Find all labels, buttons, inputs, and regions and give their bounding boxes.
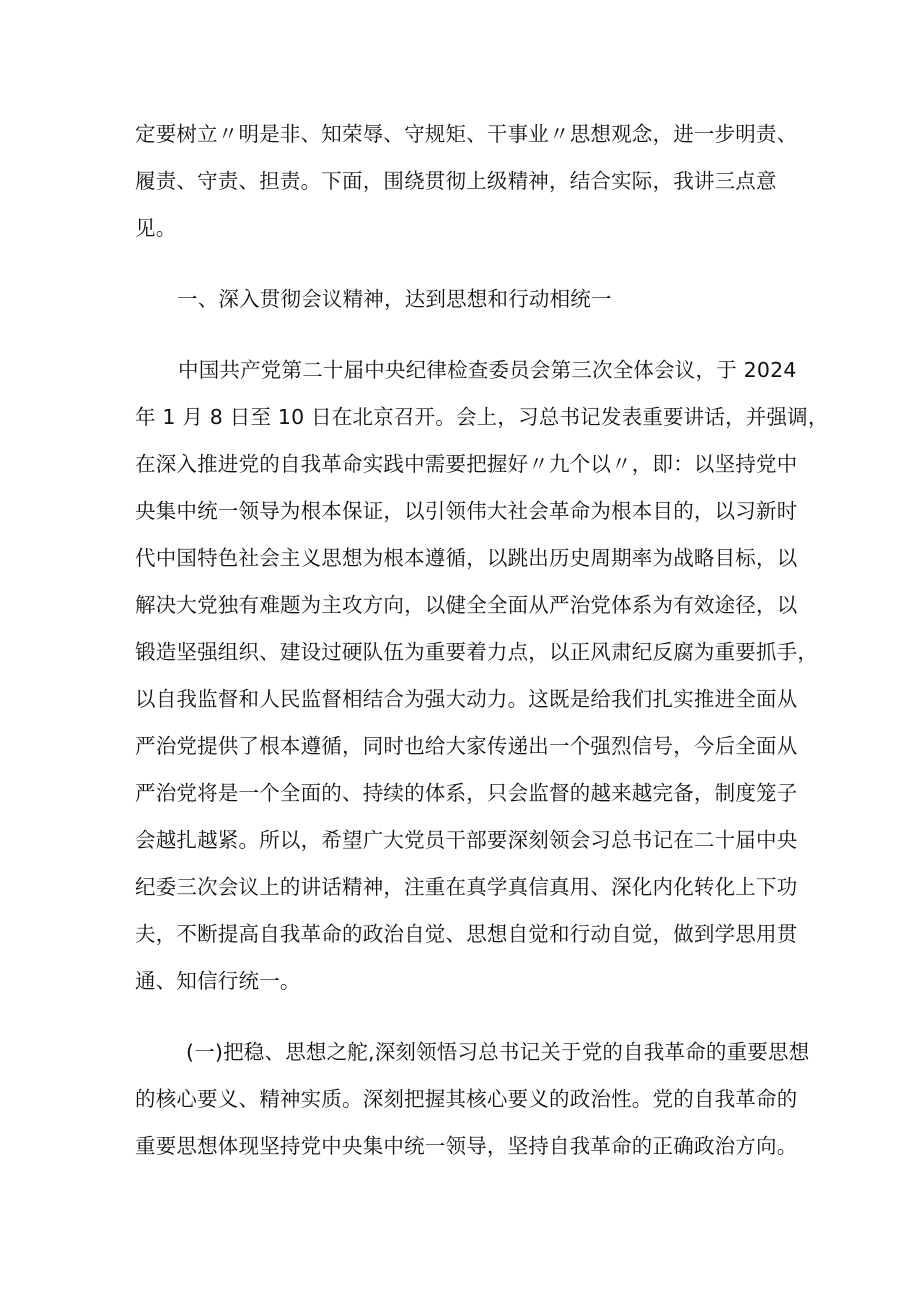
subsection-line: 的核心要义、精神实质。深刻把握其核心要义的政治性。党的自我革命的 — [135, 1087, 798, 1111]
body-line: 严治党将是一个全面的、持续的体系，只会监督的越来越完备，制度笼子 — [135, 781, 798, 805]
intro-line: 见。 — [135, 216, 177, 240]
body-line: 以自我监督和人民监督相结合为强大动力。这既是给我们扎实推进全面从 — [135, 687, 798, 711]
body-line: 纪委三次会议上的讲话精神，注重在真学真信真用、深化内化转化上下功 — [135, 875, 798, 899]
intro-line: 定要树立〃明是非、知荣辱、守规矩、干事业〃思想观念，进一步明责、 — [135, 122, 798, 146]
subsection-line: 重要思想体现坚持党中央集中统一领导，坚持自我革命的正确政治方向。 — [135, 1134, 798, 1158]
body-line: 严治党提供了根本遵循，同时也给大家传递出一个强烈信号，今后全面从 — [135, 734, 798, 758]
body-line: 中国共产党第二十届中央纪律检查委员会第三次全体会议，于 2024 — [178, 358, 797, 382]
intro-line: 履责、守责、担责。下面，围绕贯彻上级精神，结合实际，我讲三点意 — [135, 169, 777, 193]
body-line: 在深入推进党的自我革命实践中需要把握好〃九个以〃，即：以坚持党中 — [135, 452, 798, 476]
body-line: 年 1 月 8 日至 10 日在北京召开。会上，习总书记发表重要讲话，并强调， — [135, 405, 829, 429]
body-line: 锻造坚强组织、建设过硬队伍为重要着力点，以正风肃纪反腐为重要抓手， — [135, 640, 819, 664]
body-line: 通、知信行统一。 — [135, 969, 301, 993]
body-line: 夫，不断提高自我革命的政治自觉、思想自觉和行动自觉，做到学思用贯 — [135, 922, 798, 946]
section-heading: 一、深入贯彻会议精神，达到思想和行动相统一 — [177, 287, 612, 311]
body-line: 央集中统一领导为根本保证，以引领伟大社会革命为根本目的，以习新时 — [135, 499, 798, 523]
body-line: 解决大党独有难题为主攻方向，以健全全面从严治党体系为有效途径，以 — [135, 593, 798, 617]
subsection-line: (一)把稳、思想之舵,深刻领悟习总书记关于党的自我革命的重要思想 — [186, 1040, 810, 1064]
body-line: 会越扎越紧。所以，希望广大党员干部要深刻领会习总书记在二十届中央 — [135, 828, 798, 852]
body-line: 代中国特色社会主义思想为根本遵循，以跳出历史周期率为战略目标，以 — [135, 546, 798, 570]
